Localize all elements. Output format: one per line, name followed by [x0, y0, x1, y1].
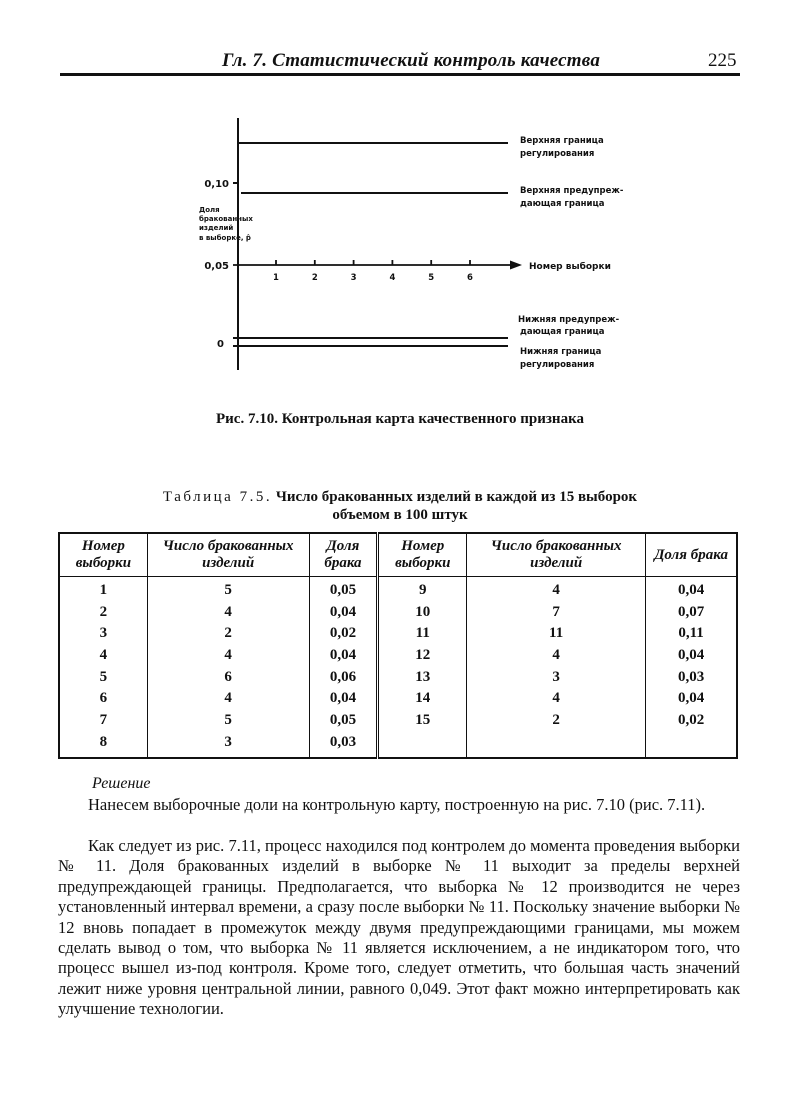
y-axis-label-line: изделий — [199, 224, 234, 232]
y-axis-label-line: бракованных — [199, 215, 253, 223]
table-cell: 0,04 — [329, 603, 357, 620]
table-cell: 0,02 — [329, 625, 357, 642]
chapter-title: Гл. 7. Статистический контроль качества — [222, 50, 601, 71]
table-cell: 5 — [224, 712, 232, 729]
table-cell: 0,03 — [677, 668, 705, 685]
table-cell: 1 — [99, 582, 108, 598]
table-cell: 5 — [99, 668, 108, 685]
table-cell: 3 — [224, 733, 232, 750]
y-axis-label-line: Доля — [199, 206, 220, 214]
control-chart — [0, 0, 800, 400]
col-right-sample-no — [378, 577, 467, 758]
solution-paragraph-1: Нанесем выборочные доли на контрольную карту, построенную на рис. 7.10 (рис. 7.11). — [88, 795, 706, 814]
y-axis-label-line: в выборке, p̂ — [199, 234, 251, 242]
y-tick-label: 0 — [217, 339, 224, 350]
table-cell: 3 — [552, 668, 560, 685]
table-body — [59, 577, 737, 758]
uwl-label-line: Верхняя предупреж- — [520, 186, 624, 196]
lwl-label-line: Нижняя предупреж- — [518, 315, 620, 325]
table-cell — [467, 732, 645, 754]
table-cell: 4 — [552, 690, 560, 707]
table-cell: 14 — [415, 690, 431, 707]
page-number: 225 — [708, 50, 737, 71]
table-cell: 4 — [224, 603, 232, 620]
x-axis-arrow-icon — [510, 261, 522, 270]
x-tick-label: 4 — [389, 273, 396, 283]
table-cell: 0,04 — [677, 582, 705, 598]
table-cell: 0,04 — [329, 690, 357, 707]
header-defect-count: Число бракованных изделий — [147, 533, 309, 577]
figure-caption: Рис. 7.10. Контрольная карта качественного признака — [216, 411, 584, 427]
table-cell: 0,05 — [329, 712, 357, 729]
table-cell: 6 — [224, 668, 232, 685]
uwl-label-line: дающая граница — [520, 199, 605, 209]
table-cell: 7 — [552, 603, 560, 620]
table-cell: 4 — [99, 647, 108, 664]
table-header-row — [59, 533, 737, 577]
x-tick-label: 5 — [428, 273, 435, 283]
table-cell: 6 — [99, 690, 108, 707]
ucl-label-line: Верхняя граница — [520, 136, 604, 146]
x-axis-label: Номер выборки — [529, 262, 611, 272]
solution-paragraph-2: Как следует из рис. 7.11, процесс находился под контролем до момента проведения выборки № 11. Доля бракованных изделий в выборке № 11 выходит за пределы верхней предупреждающей границы. Предполагается, что выборка № 12 производится не через установленный интервал времени, а сразу после выборки № 11. Поскольку значение выборки № 12 вновь попадает в промежуток между двумя предупреждающими границами, мы можем сделать вывод о том, что выборка № 11 является исключением, а не индикатором того, что процесс вышел из-под контроля. Кроме того, следует отметить, что большая часть значений лежит ниже уровня центральной линии, равного 0,049. Этот факт можно интерпретировать как улучшение технологии. — [58, 836, 740, 1019]
table-title-lead: Таблица 7.5. — [162, 489, 273, 505]
table-title-line2: объемом в 100 штук — [332, 507, 468, 523]
x-tick-label: 3 — [350, 273, 357, 283]
table-cell: 9 — [419, 582, 427, 598]
table-cell: 0,05 — [329, 582, 357, 598]
table-cell: 15 — [415, 712, 431, 729]
table-cell: 13 — [415, 668, 431, 685]
table-title-line1: Число бракованных изделий в каждой из 15 выборок — [275, 489, 638, 505]
x-tick-label: 1 — [273, 273, 279, 283]
col-left-defect-count — [147, 577, 309, 758]
ucl-label-line: регулирования — [520, 149, 595, 159]
table-cell: 0,04 — [677, 690, 705, 707]
header-defect-share: Доля брака — [646, 533, 737, 577]
table-cell: 3 — [99, 625, 108, 642]
table-cell: 4 — [552, 582, 560, 598]
col-right-defect-share — [646, 577, 737, 758]
table-cell: 0,04 — [677, 647, 705, 664]
table-cell: 0,04 — [329, 647, 357, 664]
table-title — [0, 488, 800, 524]
table-cell: 2 — [99, 603, 108, 620]
x-tick-label: 2 — [311, 273, 318, 283]
table-cell: 4 — [224, 647, 232, 664]
table-cell: 10 — [415, 603, 431, 620]
table-cell: 12 — [415, 647, 431, 664]
table-cell — [379, 732, 466, 754]
table-cell: 5 — [224, 582, 232, 598]
table-cell: 11 — [549, 625, 564, 642]
lcl-label-line: регулирования — [520, 360, 595, 370]
y-tick-label: 0,05 — [204, 261, 229, 272]
table-cell: 4 — [224, 690, 232, 707]
col-left-sample-no — [59, 577, 147, 758]
table-cell: 8 — [99, 733, 108, 750]
header-defect-share: Доля брака — [309, 533, 378, 577]
col-right-defect-count — [467, 577, 646, 758]
x-tick-label: 6 — [467, 273, 473, 283]
table-cell — [646, 732, 736, 754]
table-cell: 0,07 — [677, 603, 705, 620]
table-cell: 4 — [552, 647, 560, 664]
table-cell: 0,03 — [329, 733, 357, 750]
table-cell: 0,11 — [678, 625, 704, 642]
solution-heading: Решение — [92, 775, 151, 792]
table-cell: 2 — [552, 712, 560, 729]
defects-table — [58, 532, 738, 759]
table-cell: 0,06 — [329, 668, 357, 685]
lcl-label-line: Нижняя граница — [520, 347, 602, 357]
header-sample-no: Номер выборки — [378, 533, 467, 577]
y-tick-label: 0,10 — [204, 179, 229, 190]
lwl-label-line: дающая граница — [520, 327, 605, 337]
table-cell: 0,02 — [677, 712, 705, 729]
header-defect-count: Число бракованных изделий — [467, 533, 646, 577]
table-cell: 11 — [415, 625, 430, 642]
table-cell: 2 — [224, 625, 232, 642]
col-left-defect-share — [309, 577, 378, 758]
header-sample-no: Номер выборки — [59, 533, 147, 577]
table-cell: 7 — [99, 712, 108, 729]
